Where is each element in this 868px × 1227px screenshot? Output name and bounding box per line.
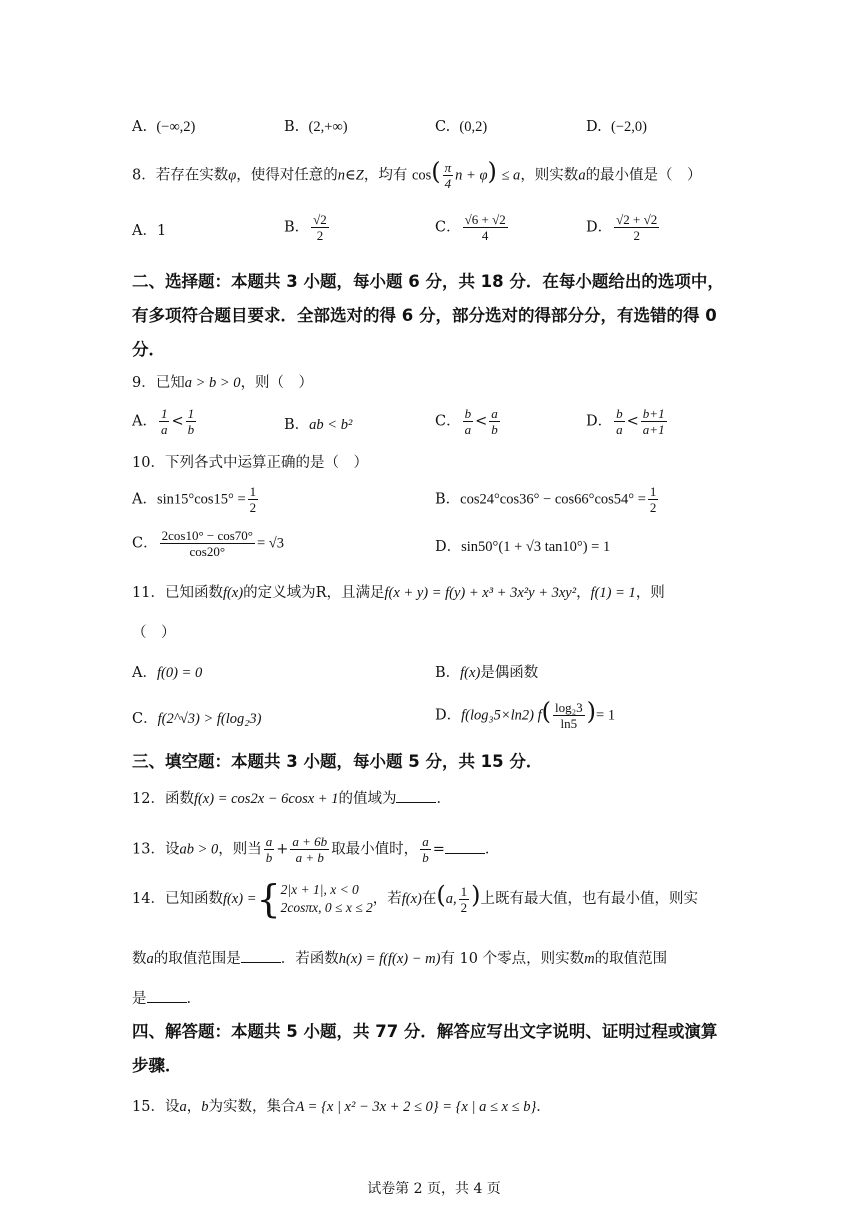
- paren: ): [487, 157, 497, 186]
- q8-option-a: [132, 220, 166, 242]
- math: = 1: [596, 707, 616, 724]
- text: B．: [284, 219, 310, 236]
- denominator: a+1: [642, 422, 665, 437]
- math: f(1) = 1: [590, 585, 636, 601]
- math: f(x) =: [222, 891, 257, 907]
- text: 是偶函数: [480, 665, 539, 681]
- text: ，则: [635, 585, 665, 601]
- math: ≤ a: [501, 167, 521, 184]
- cases: [281, 881, 373, 917]
- q11-stem: [132, 582, 665, 604]
- q14-line-2: [132, 948, 667, 970]
- math: f(x): [222, 585, 244, 601]
- fraction: [443, 160, 454, 191]
- q12-stem: [132, 788, 451, 810]
- math: f(0) = 0: [156, 665, 203, 681]
- option-value: (0,2): [459, 119, 488, 135]
- math: = √3: [257, 535, 285, 552]
- q11-option-a: [132, 662, 202, 684]
- denominator: b: [491, 422, 498, 437]
- math: ab > 0: [179, 841, 219, 858]
- numerator: b+1: [642, 406, 665, 421]
- text: A．1: [132, 223, 167, 239]
- q7-option-c: [435, 116, 487, 138]
- text: ，则当: [218, 841, 262, 858]
- section-4-line-1: 四、解答题：本题共 5 小题，共 77 分．解答应写出文字说明、证明过程或演算: [132, 1022, 718, 1041]
- numerator: a + 6b: [292, 834, 328, 849]
- text: ．: [536, 1099, 551, 1115]
- fraction: [248, 484, 259, 515]
- denominator: 2: [316, 228, 324, 243]
- section-2-line-3: 分．: [132, 340, 165, 359]
- math: cos24°cos36° − cos66°cos54° =: [460, 491, 646, 508]
- section-3-title: 三、填空题：本题共 3 小题，每小题 5 分，共 15 分．: [132, 752, 543, 771]
- numerator: a: [422, 834, 429, 849]
- denominator: b: [187, 422, 195, 437]
- denominator: 4: [444, 176, 452, 191]
- section-2-line-1: 二、选择题：本题共 3 小题，每小题 6 分，共 18 分．在每小题给出的选项中，: [132, 272, 724, 291]
- q9-option-c: [435, 406, 502, 437]
- math: h(x) = f(f(x) − m): [338, 951, 441, 967]
- text: 是: [132, 991, 147, 1007]
- q9-option-b: [284, 414, 352, 436]
- numerator: 1: [649, 484, 657, 499]
- numerator: 2cos10° − cos70°: [161, 528, 253, 543]
- numerator: a: [265, 834, 273, 849]
- numerator: π: [444, 160, 452, 175]
- text: D．: [435, 539, 462, 555]
- option-value: (2,+∞): [308, 119, 348, 135]
- text: 14．已知函数: [132, 891, 223, 907]
- text: ，均有: [363, 167, 408, 184]
- text: ．: [436, 791, 451, 807]
- text: ．: [186, 991, 201, 1007]
- fraction: [159, 406, 170, 437]
- math: n∈Z: [337, 167, 364, 184]
- paren: (: [431, 157, 441, 186]
- fraction: [641, 406, 667, 437]
- text: 的值域为: [338, 791, 397, 807]
- text: 8．若存在实数: [132, 167, 229, 184]
- q8-option-c: [435, 212, 510, 243]
- q8-option-b: [284, 212, 331, 243]
- denominator: 2: [460, 899, 468, 915]
- fraction: [463, 406, 474, 437]
- text: 取最小值时，: [331, 841, 419, 858]
- paren: (: [541, 697, 551, 726]
- text: <: [171, 413, 184, 430]
- math: a > b > 0: [184, 375, 241, 391]
- text: ，若: [372, 891, 402, 907]
- answer-blank[interactable]: [396, 788, 436, 803]
- fraction: [463, 212, 508, 243]
- text: ．: [484, 841, 500, 858]
- answer-blank[interactable]: [147, 988, 187, 1003]
- q10-option-d: [435, 536, 610, 558]
- text: ，: [576, 585, 591, 601]
- q11-option-c: [132, 708, 261, 730]
- text: B．: [284, 417, 310, 433]
- q9-option-d: [586, 406, 669, 437]
- math: n + φ: [455, 167, 488, 184]
- q14-line-3: [132, 988, 201, 1010]
- text: C．: [132, 711, 158, 727]
- text: B．: [435, 665, 461, 681]
- page-footer: 试卷第 2 页，共 4 页: [367, 1181, 501, 1197]
- text: D．: [586, 413, 613, 430]
- option-value: (−∞,2): [156, 119, 196, 135]
- math: cos: [411, 167, 432, 184]
- text: B．: [435, 491, 461, 508]
- fraction: [614, 212, 659, 243]
- text: D．: [435, 707, 462, 724]
- q13-stem: [132, 834, 499, 865]
- denominator: b: [422, 850, 429, 865]
- q11-option-b: [435, 662, 538, 684]
- text: =: [432, 841, 445, 858]
- numerator: 1: [249, 484, 257, 499]
- case: 2cosπx, 0 ≤ x ≤ 2: [280, 900, 373, 915]
- math: ab < b²: [309, 417, 353, 433]
- denominator: a: [160, 422, 168, 437]
- text: ，则实数: [520, 167, 579, 184]
- q7-option-a: [132, 116, 195, 138]
- math: a: [179, 1099, 187, 1115]
- denominator: ln5: [560, 716, 578, 731]
- math: f(x) = cos2x − 6cosx + 1: [193, 791, 339, 807]
- text: 数: [132, 951, 147, 967]
- q10-option-a: [132, 484, 260, 515]
- math: f(log₃5×ln2) f: [461, 707, 542, 724]
- numerator: b: [616, 406, 623, 421]
- numerator: a: [491, 406, 498, 421]
- q11-option-d: [435, 697, 616, 731]
- numerator: b: [464, 406, 472, 421]
- numerator: √2 + √2: [616, 212, 658, 227]
- text: 9．已知: [132, 375, 185, 391]
- numerator: log₂3: [555, 700, 583, 715]
- text: <: [475, 413, 488, 430]
- option-label: C.: [435, 119, 451, 135]
- denominator: 2: [649, 500, 657, 515]
- q7-option-b: [284, 116, 348, 138]
- q14-stem: [132, 877, 698, 921]
- numerator: 1: [187, 406, 195, 421]
- q9-option-a: [132, 406, 198, 437]
- text: 15．设: [132, 1099, 180, 1115]
- text: 为实数，集合: [208, 1099, 296, 1115]
- answer-blank[interactable]: [241, 948, 281, 963]
- text: +: [276, 841, 289, 858]
- q15-stem: [132, 1096, 551, 1118]
- text: 的定义域为R，且满足: [243, 585, 385, 601]
- text: C．: [132, 535, 158, 552]
- fraction: [614, 406, 625, 437]
- text: ．若函数: [280, 951, 339, 967]
- math: f(x): [401, 891, 422, 907]
- text: 13．设: [132, 841, 180, 858]
- text: <: [626, 413, 639, 430]
- denominator: 2: [249, 500, 257, 515]
- math: a,: [445, 891, 457, 907]
- case: 2|x + 1|, x < 0: [280, 882, 359, 897]
- text: D．: [586, 219, 613, 236]
- section-2-line-2: 有多项符合题目要求．全部选对的得 6 分，部分选对的得部分分，有选错的得 0: [132, 306, 717, 325]
- text: 的取值范围是: [153, 951, 241, 967]
- text: ，使得对任意的: [236, 167, 338, 184]
- fraction: [264, 834, 275, 865]
- math: sin50°(1 + √3 tan10°) = 1: [461, 539, 611, 555]
- denominator: 4: [481, 228, 489, 243]
- fraction: [311, 212, 329, 243]
- paren: (: [436, 881, 446, 909]
- fraction: [290, 834, 329, 865]
- math: f(2^√3) > f(log₂3): [157, 711, 262, 727]
- fraction: [420, 834, 431, 865]
- math: A = {x | x² − 3x + 2 ≤ 0} = {x | a ≤ x ≤ b}: [295, 1099, 537, 1115]
- fraction: [553, 700, 585, 731]
- text: 12．函数: [132, 791, 194, 807]
- math: a: [578, 167, 586, 184]
- fraction: [160, 528, 255, 559]
- text: C．: [435, 413, 461, 430]
- math: a: [146, 951, 154, 967]
- text: 11．已知函数: [132, 585, 223, 601]
- math: b: [201, 1099, 209, 1115]
- text: A．: [132, 413, 157, 430]
- math: φ: [228, 167, 237, 184]
- text: 上既有最大值，也有最小值，则实: [480, 891, 698, 907]
- option-label: D.: [586, 119, 602, 135]
- math: f(x): [460, 665, 481, 681]
- numerator: √6 + √2: [464, 212, 506, 227]
- text: A．: [132, 491, 157, 508]
- option-label: A.: [132, 119, 148, 135]
- paren: ): [586, 697, 597, 726]
- q9-stem: [132, 372, 313, 394]
- math: m: [584, 951, 595, 967]
- q7-option-d: [586, 116, 647, 138]
- text: ，则（ ）: [240, 375, 314, 391]
- piecewise: [256, 877, 373, 921]
- section-4-line-2: 步骤．: [132, 1056, 182, 1075]
- text: 的取值范围: [594, 951, 668, 967]
- text: 的最小值是（ ）: [585, 167, 702, 184]
- q8-option-d: [586, 212, 661, 243]
- denominator: a: [616, 422, 623, 437]
- denominator: a + b: [295, 850, 324, 865]
- answer-blank[interactable]: [445, 839, 485, 854]
- paren: ): [471, 881, 481, 909]
- q10-option-b: [435, 484, 660, 515]
- text: 在: [421, 891, 437, 907]
- denominator: b: [265, 850, 273, 865]
- math: sin15°cos15° =: [156, 491, 246, 508]
- option-value: (−2,0): [610, 119, 647, 135]
- denominator: a: [464, 422, 472, 437]
- q11-paren: （ ）: [132, 625, 176, 641]
- numerator: 1: [460, 883, 468, 899]
- text: ，: [186, 1099, 202, 1115]
- q8-stem: [132, 157, 702, 191]
- fraction: [489, 406, 500, 437]
- numerator: 1: [160, 406, 168, 421]
- denominator: cos20°: [189, 544, 226, 559]
- brace: {: [256, 877, 281, 921]
- q10-stem: 10．下列各式中运算正确的是（ ）: [132, 455, 368, 471]
- text: 有 10 个零点，则实数: [440, 951, 585, 967]
- text: C．: [435, 219, 461, 236]
- math: f(x + y) = f(y) + x³ + 3x²y + 3xy²: [384, 585, 577, 601]
- q10-option-c: [132, 528, 284, 559]
- denominator: 2: [633, 228, 640, 243]
- fraction: [459, 884, 470, 915]
- text: A．: [132, 665, 157, 681]
- option-label: B.: [284, 119, 300, 135]
- numerator: √2: [313, 212, 327, 227]
- fraction: [186, 406, 197, 437]
- fraction: [648, 484, 659, 515]
